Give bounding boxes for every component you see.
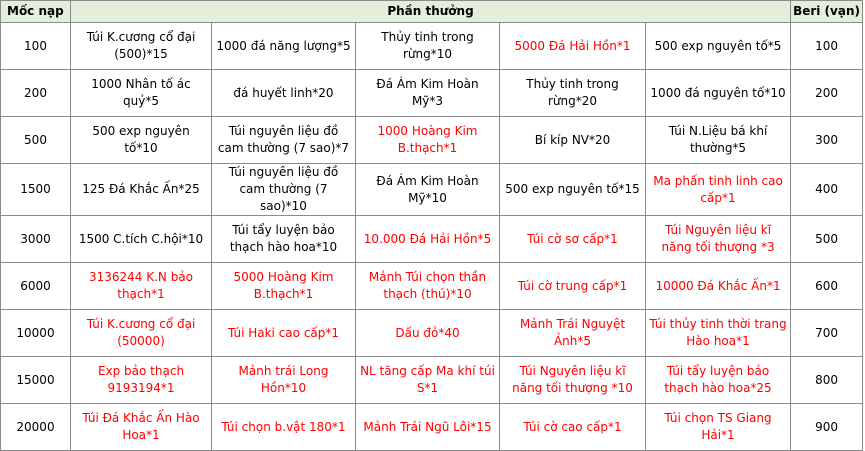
table-row xyxy=(1,164,863,216)
reward-cell: Túi N.Liệu bá khí thường*5 xyxy=(646,117,791,164)
reward-cell: Túi tẩy luyện bảo thạch hào hoa*25 xyxy=(646,357,791,404)
reward-cell: Túi chọn b.vật 180*1 xyxy=(212,404,356,451)
reward-cell: Đá Ám Kim Hoàn Mỹ*10 xyxy=(356,164,500,216)
reward-cell: Túi cờ sơ cấp*1 xyxy=(500,216,646,263)
reward-cell: Mảnh Túi chọn thần thạch (thú)*10 xyxy=(356,263,500,310)
table-row xyxy=(1,263,863,310)
moc-nap-cell: 200 xyxy=(1,70,71,117)
header-beri: Beri (vạn) xyxy=(791,1,863,23)
reward-cell: 1000 Nhân tố ác quỷ*5 xyxy=(71,70,212,117)
table-row xyxy=(1,310,863,357)
moc-nap-cell: 3000 xyxy=(1,216,71,263)
reward-cell: Túi cờ trung cấp*1 xyxy=(500,263,646,310)
reward-cell: Dấu đỏ*40 xyxy=(356,310,500,357)
reward-cell: Mảnh Trái Ngũ Lôi*15 xyxy=(356,404,500,451)
moc-nap-cell: 6000 xyxy=(1,263,71,310)
reward-cell: Bí kíp NV*20 xyxy=(500,117,646,164)
beri-cell: 700 xyxy=(791,310,863,357)
beri-cell: 100 xyxy=(791,23,863,70)
reward-cell: 500 exp nguyên tố*15 xyxy=(500,164,646,216)
table-row xyxy=(1,404,863,451)
reward-cell: Túi nguyên liệu đồ cam thường (7 sao)*10 xyxy=(212,164,356,216)
reward-cell: Exp bảo thạch 9193194*1 xyxy=(71,357,212,404)
beri-cell: 900 xyxy=(791,404,863,451)
reward-cell: 10000 Đá Khắc Ấn*1 xyxy=(646,263,791,310)
beri-cell: 800 xyxy=(791,357,863,404)
reward-cell: 3136244 K.N bảo thạch*1 xyxy=(71,263,212,310)
reward-cell: Mảnh Trái Nguyệt Ảnh*5 xyxy=(500,310,646,357)
reward-cell: Mảnh trái Long Hồn*10 xyxy=(212,357,356,404)
reward-cell: 125 Đá Khắc Ấn*25 xyxy=(71,164,212,216)
header-row xyxy=(1,1,863,23)
reward-cell: 1000 đá nguyên tố*10 xyxy=(646,70,791,117)
table-row xyxy=(1,70,863,117)
beri-cell: 500 xyxy=(791,216,863,263)
moc-nap-cell: 15000 xyxy=(1,357,71,404)
header-phan-thuong: Phần thưởng xyxy=(71,1,791,23)
reward-cell: Túi Đá Khắc Ấn Hào Hoa*1 xyxy=(71,404,212,451)
reward-cell: Túi Haki cao cấp*1 xyxy=(212,310,356,357)
reward-cell: Túi K.cương cổ đại (50000) xyxy=(71,310,212,357)
beri-cell: 400 xyxy=(791,164,863,216)
moc-nap-cell: 10000 xyxy=(1,310,71,357)
reward-cell: Túi Nguyên liệu kĩ năng tối thượng *10 xyxy=(500,357,646,404)
moc-nap-cell: 1500 xyxy=(1,164,71,216)
table-body xyxy=(1,23,863,451)
reward-cell: Túi nguyên liệu đồ cam thường (7 sao)*7 xyxy=(212,117,356,164)
reward-cell: Túi Nguyên liệu kĩ năng tối thượng *3 xyxy=(646,216,791,263)
table-row xyxy=(1,216,863,263)
reward-cell: 500 exp nguyên tố*5 xyxy=(646,23,791,70)
beri-cell: 200 xyxy=(791,70,863,117)
reward-cell: Ma phấn tinh linh cao cấp*1 xyxy=(646,164,791,216)
reward-cell: Túi tẩy luyện bảo thạch hào hoa*10 xyxy=(212,216,356,263)
reward-cell: 1000 đá năng lượng*5 xyxy=(212,23,356,70)
reward-cell: Thủy tinh trong rừng*20 xyxy=(500,70,646,117)
reward-cell: 1000 Hoàng Kim B.thạch*1 xyxy=(356,117,500,164)
reward-cell: Đá Ám Kim Hoàn Mỹ*3 xyxy=(356,70,500,117)
reward-cell: Túi thủy tinh thời trang Hào hoa*1 xyxy=(646,310,791,357)
reward-cell: 5000 Đá Hải Hồn*1 xyxy=(500,23,646,70)
reward-cell: 500 exp nguyên tố*10 xyxy=(71,117,212,164)
reward-cell: 1500 C.tích C.hội*10 xyxy=(71,216,212,263)
beri-cell: 600 xyxy=(791,263,863,310)
table-row xyxy=(1,117,863,164)
table-row xyxy=(1,357,863,404)
reward-cell: Túi chọn TS Giang Hải*1 xyxy=(646,404,791,451)
moc-nap-cell: 100 xyxy=(1,23,71,70)
table-row xyxy=(1,23,863,70)
reward-cell: 5000 Hoàng Kim B.thạch*1 xyxy=(212,263,356,310)
reward-cell: Thủy tinh trong rừng*10 xyxy=(356,23,500,70)
reward-cell: 10.000 Đá Hải Hồn*5 xyxy=(356,216,500,263)
reward-cell: đá huyết linh*20 xyxy=(212,70,356,117)
reward-cell: Túi cờ cao cấp*1 xyxy=(500,404,646,451)
moc-nap-cell: 500 xyxy=(1,117,71,164)
reward-cell: NL tăng cấp Ma khí túi S*1 xyxy=(356,357,500,404)
header-moc-nap: Mốc nạp xyxy=(1,1,71,23)
reward-cell: Túi K.cương cổ đại (500)*15 xyxy=(71,23,212,70)
beri-cell: 300 xyxy=(791,117,863,164)
moc-nap-cell: 20000 xyxy=(1,404,71,451)
